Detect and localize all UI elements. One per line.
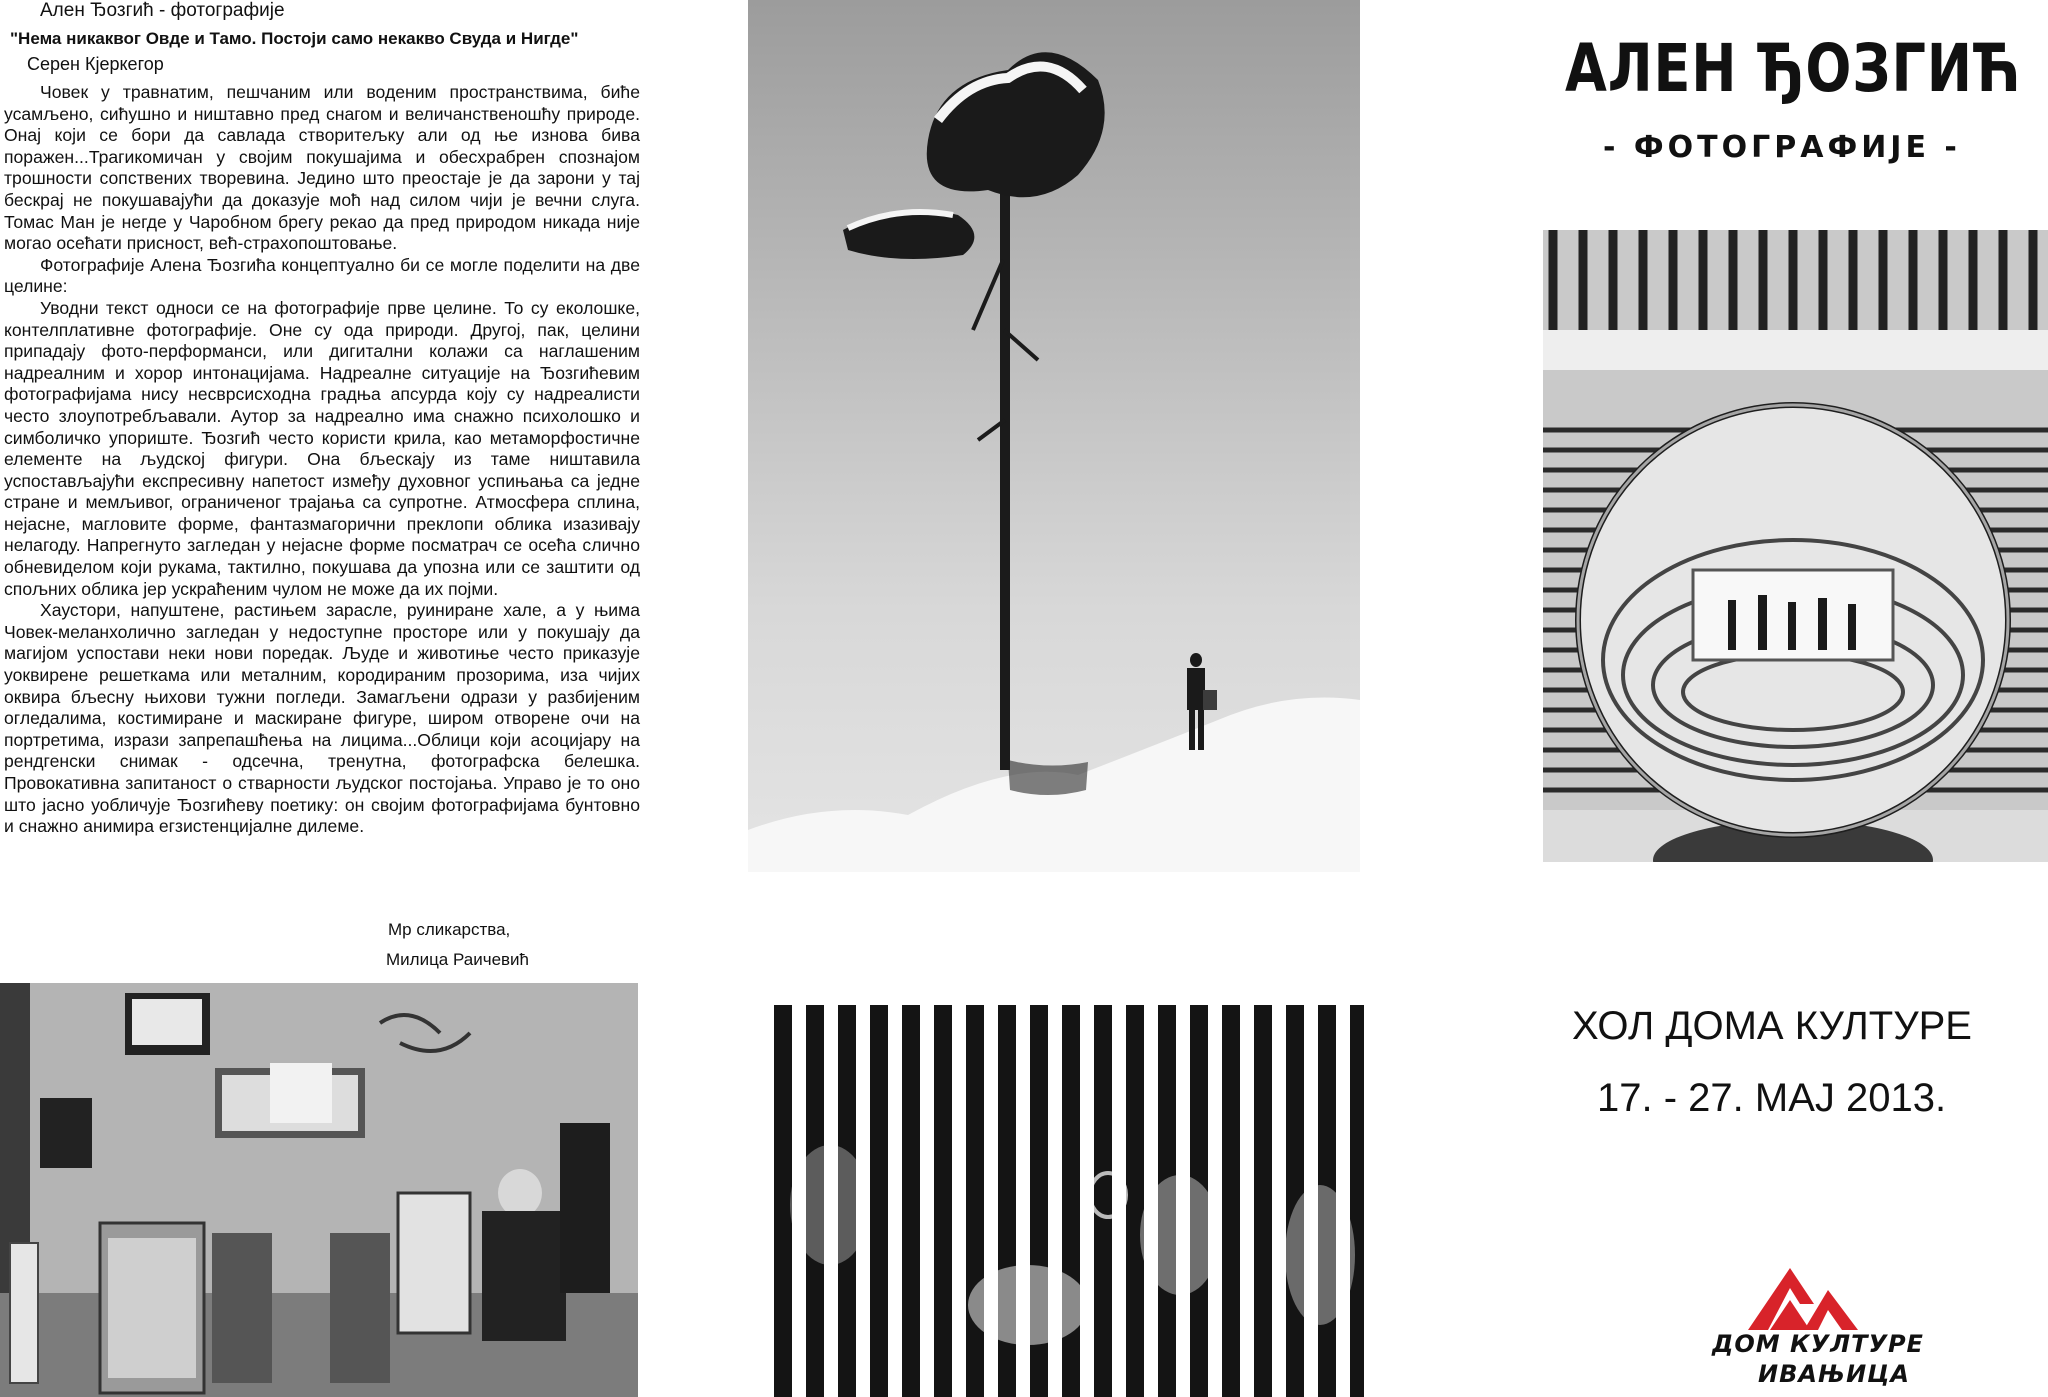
photo-cafe-interior — [0, 983, 638, 1397]
page-header: Ален Ђозгић - фотографије — [40, 0, 285, 21]
essay-paragraph: Уводни текст односи се на фотографије прве целине. То су еколошке, контелплативне фотографије. Оне су ода природи. Другој, пак, целини припадају фото-перформанси, или дигитални колажи са наглашеним надреалним и хорор интонацијама. Надреалне ситуације на Ђозгићевим фотографијама нису несврсисходна градња апсурда коју су надреалисти често злоупотребљавали. Аутор за надреално има снажно психолошко и симболичко упориште. Ђозгић често користи крила, као метаморфостичне елементе на људској фигури. Она бљескају из таме ништавила успостављајући експресивну напетост између духовног успињања са једне стране и мемљивог, ограниченог трајања са супротне. Атмосфера сплина, нејасне, магловите форме, фантазмагорични преклопи облика изазивају нелагоду. Напрегнуто загледан у нејасне форме посматрач се осећа слично обневиделом који рукама, тактилно, покушава да упозна или се заштити од спољних облика јер ускраћеним чулом не може да их појми. — [4, 297, 640, 599]
sphere-photo-drawing — [1543, 230, 2048, 862]
signature-name: Милица Раичевић — [386, 950, 530, 969]
artist-name-title: АЛЕН ЂОЗГИЋ — [1565, 30, 2022, 107]
photo-tree-in-snow — [748, 0, 1360, 872]
essay-paragraph: Човек у травнатим, пешчаним или воденим пространствима, биће усамљено, сићушно и ништавно пред снагом и величанственошћу природе. Онај који се бори да савлада створитељку али од ње изнова бива поражен...Трагикомичан у својим покушајима и обесхрабрен спознајом трошности сопствених творевина. Једино што преостаје је да зарони у тај бескрај не покушавајући да доказује моћ над силом чији је вечни слуга. Томас Ман је негде у Чаробном брегу рекао да пред природом никада није могао осећати присност, већ-страхопоштовање. — [4, 82, 640, 254]
cafe-photo-drawing — [0, 983, 638, 1397]
exhibition-subtitle: - ФОТОГРАФИЈЕ - — [1603, 130, 1961, 165]
venue-name: ХОЛ ДОМА КУЛТУРЕ — [1572, 1004, 1972, 1048]
photo-dogs-behind-bars — [760, 1005, 1378, 1397]
epigraph-author: Серен Кјеркегор — [27, 54, 164, 74]
logo-text-ivanjica: ИВАЊИЦА — [1758, 1360, 1910, 1388]
logo-text-dom-kulture: ДОМ КУЛТУРЕ — [1712, 1330, 1924, 1358]
signature-title: Мр сликарства, — [388, 920, 511, 939]
exhibition-dates: 17. - 27. МАЈ 2013. — [1597, 1076, 1947, 1120]
bars-photo-drawing — [760, 1005, 1378, 1397]
essay-paragraph: Хаустори, напуштене, растињем зарасле, руиниране хале, а у њима Човек-меланхолично загледан у недоступне просторе или у покушају да магијом успостави неки нови поредак. Људе и животиње често приказује уоквирене решеткама или металним, кородираним прозорима, иза чијих оквира бљесну њихови тужни погледи. Замагљени одрази у разбијеним огледалима, костимиране и маскиране фигуре, широм отворене очи на портретима, изрази запрепашћења на лицима...Облици који асоцијару на рендгенски снимак - одсечна, тренутна, фотографска белешка. Провокативна запитаност о стварности људског постојања. Управо је то оно што јасно уобличује Ђозгићеву поетику: он својим фотографијама бунтовно и снажно анимира егзистенцијалне дилеме. — [4, 600, 640, 837]
tree-photo-drawing — [748, 0, 1360, 872]
essay-text — [4, 82, 640, 838]
photo-glass-sphere — [1543, 230, 2048, 862]
essay-paragraph: Фотографије Алена Ђозгића концептуално би се могле поделити на две целине: — [4, 254, 640, 297]
epigraph-quote: "Нема никаквог Овде и Тамо. Постоји само некакво Свуда и Нигде" — [10, 29, 579, 48]
